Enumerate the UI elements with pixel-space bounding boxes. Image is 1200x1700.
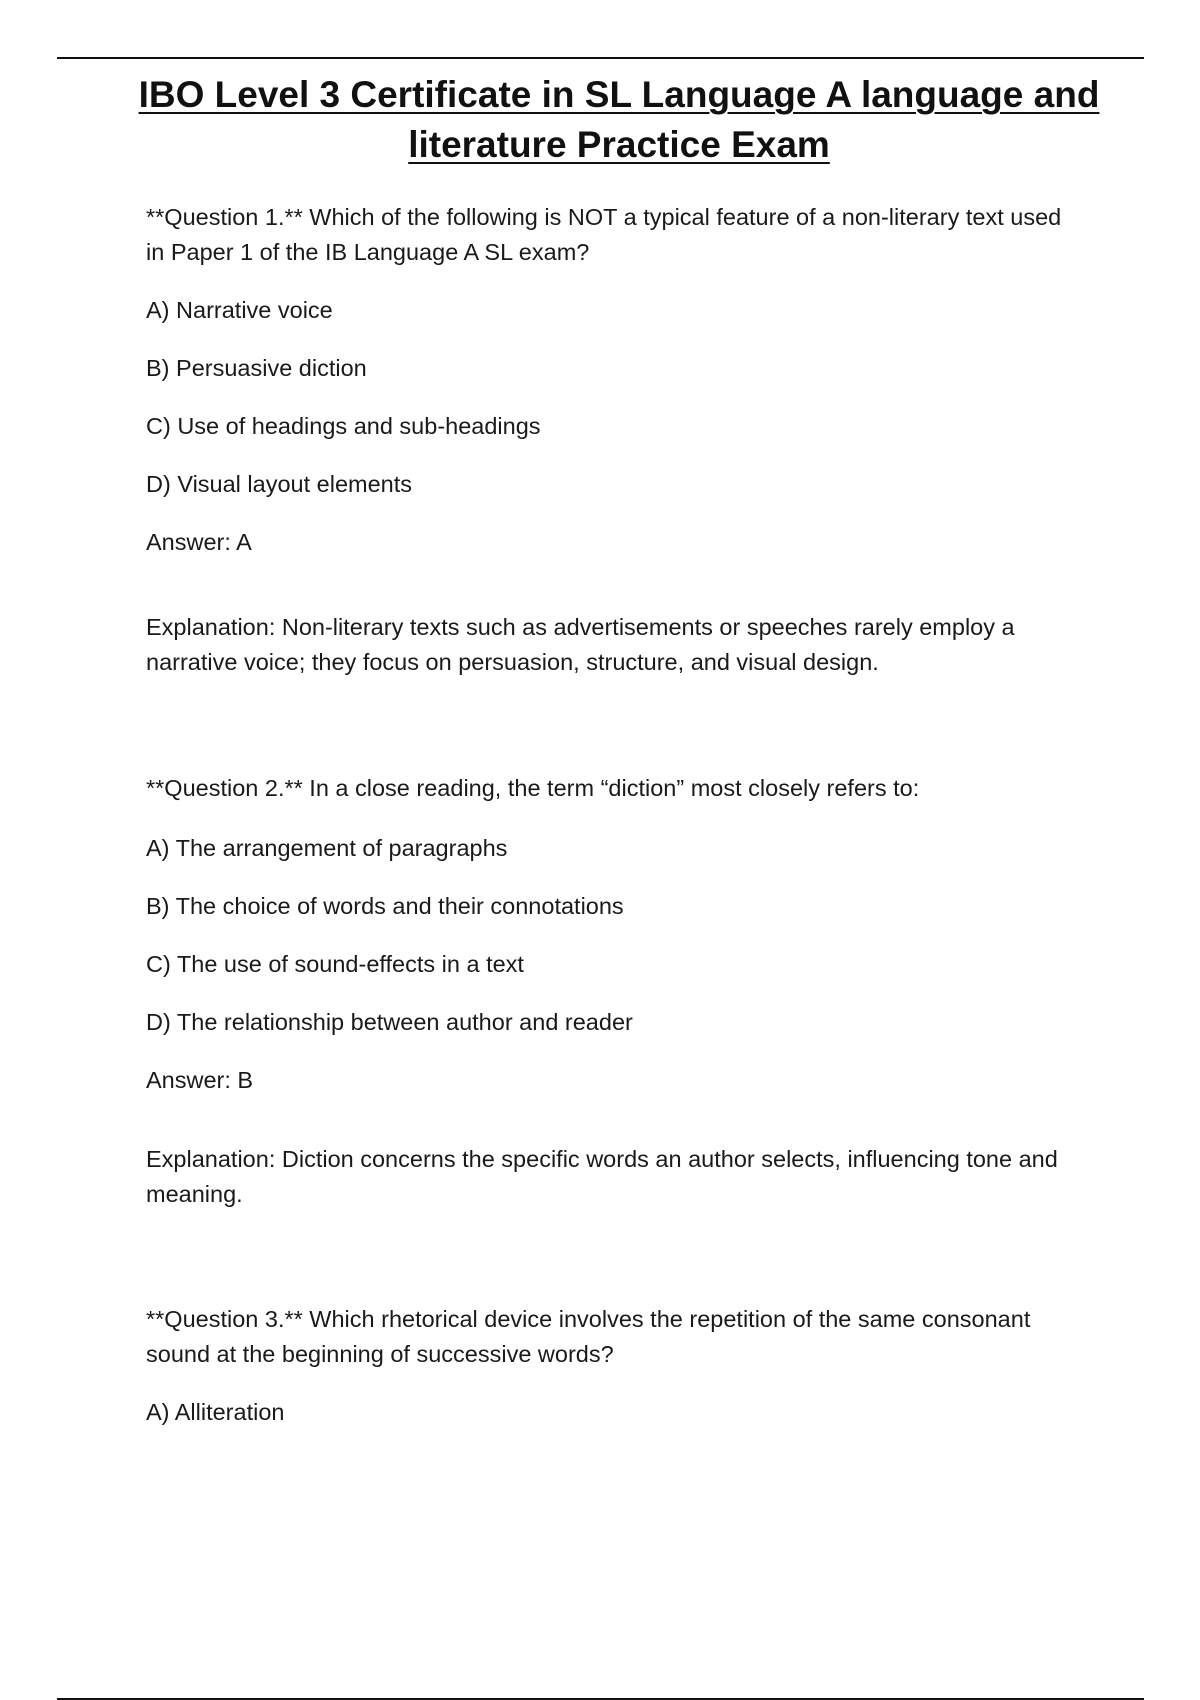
question-2-prompt: **Question 2.** In a close reading, the term “diction” most closely refers to: xyxy=(146,775,920,801)
question-2-option-c: C) The use of sound-effects in a text xyxy=(146,951,524,977)
question-2-option-d: D) The relationship between author and reader xyxy=(146,1009,633,1035)
question-2-option-b: B) The choice of words and their connotations xyxy=(146,893,624,919)
question-2-answer: Answer: B xyxy=(146,1067,254,1093)
question-1-option-c: C) Use of headings and sub-headings xyxy=(146,413,541,439)
question-2-explanation: Explanation: Diction concerns the specific words an author selects, influencing tone and meaning. xyxy=(146,1146,1058,1207)
question-2-option-a: A) The arrangement of paragraphs xyxy=(146,835,508,861)
question-1-option-d: D) Visual layout elements xyxy=(146,471,413,497)
page-title-text: IBO Level 3 Certificate in SL Language A language and literature Practice Exam xyxy=(138,74,1100,165)
page-title xyxy=(120,70,1118,170)
question-3-prompt: **Question 3.** Which rhetorical device involves the repetition of the same consonant sound at the beginning of successive words? xyxy=(146,1306,1031,1367)
question-1-prompt: **Question 1.** Which of the following is NOT a typical feature of a non-literary text used in Paper 1 of the IB Language A SL exam? xyxy=(146,204,1062,265)
top-rule xyxy=(57,57,1144,59)
question-1-option-a: A) Narrative voice xyxy=(146,297,333,323)
question-3-option-a: A) Alliteration xyxy=(146,1399,285,1425)
question-1-explanation: Explanation: Non-literary texts such as advertisements or speeches rarely employ a narrative voice; they focus on persuasion, structure, and visual design. xyxy=(146,614,1015,675)
question-1-answer: Answer: A xyxy=(146,529,252,555)
question-1-option-b: B) Persuasive diction xyxy=(146,355,367,381)
